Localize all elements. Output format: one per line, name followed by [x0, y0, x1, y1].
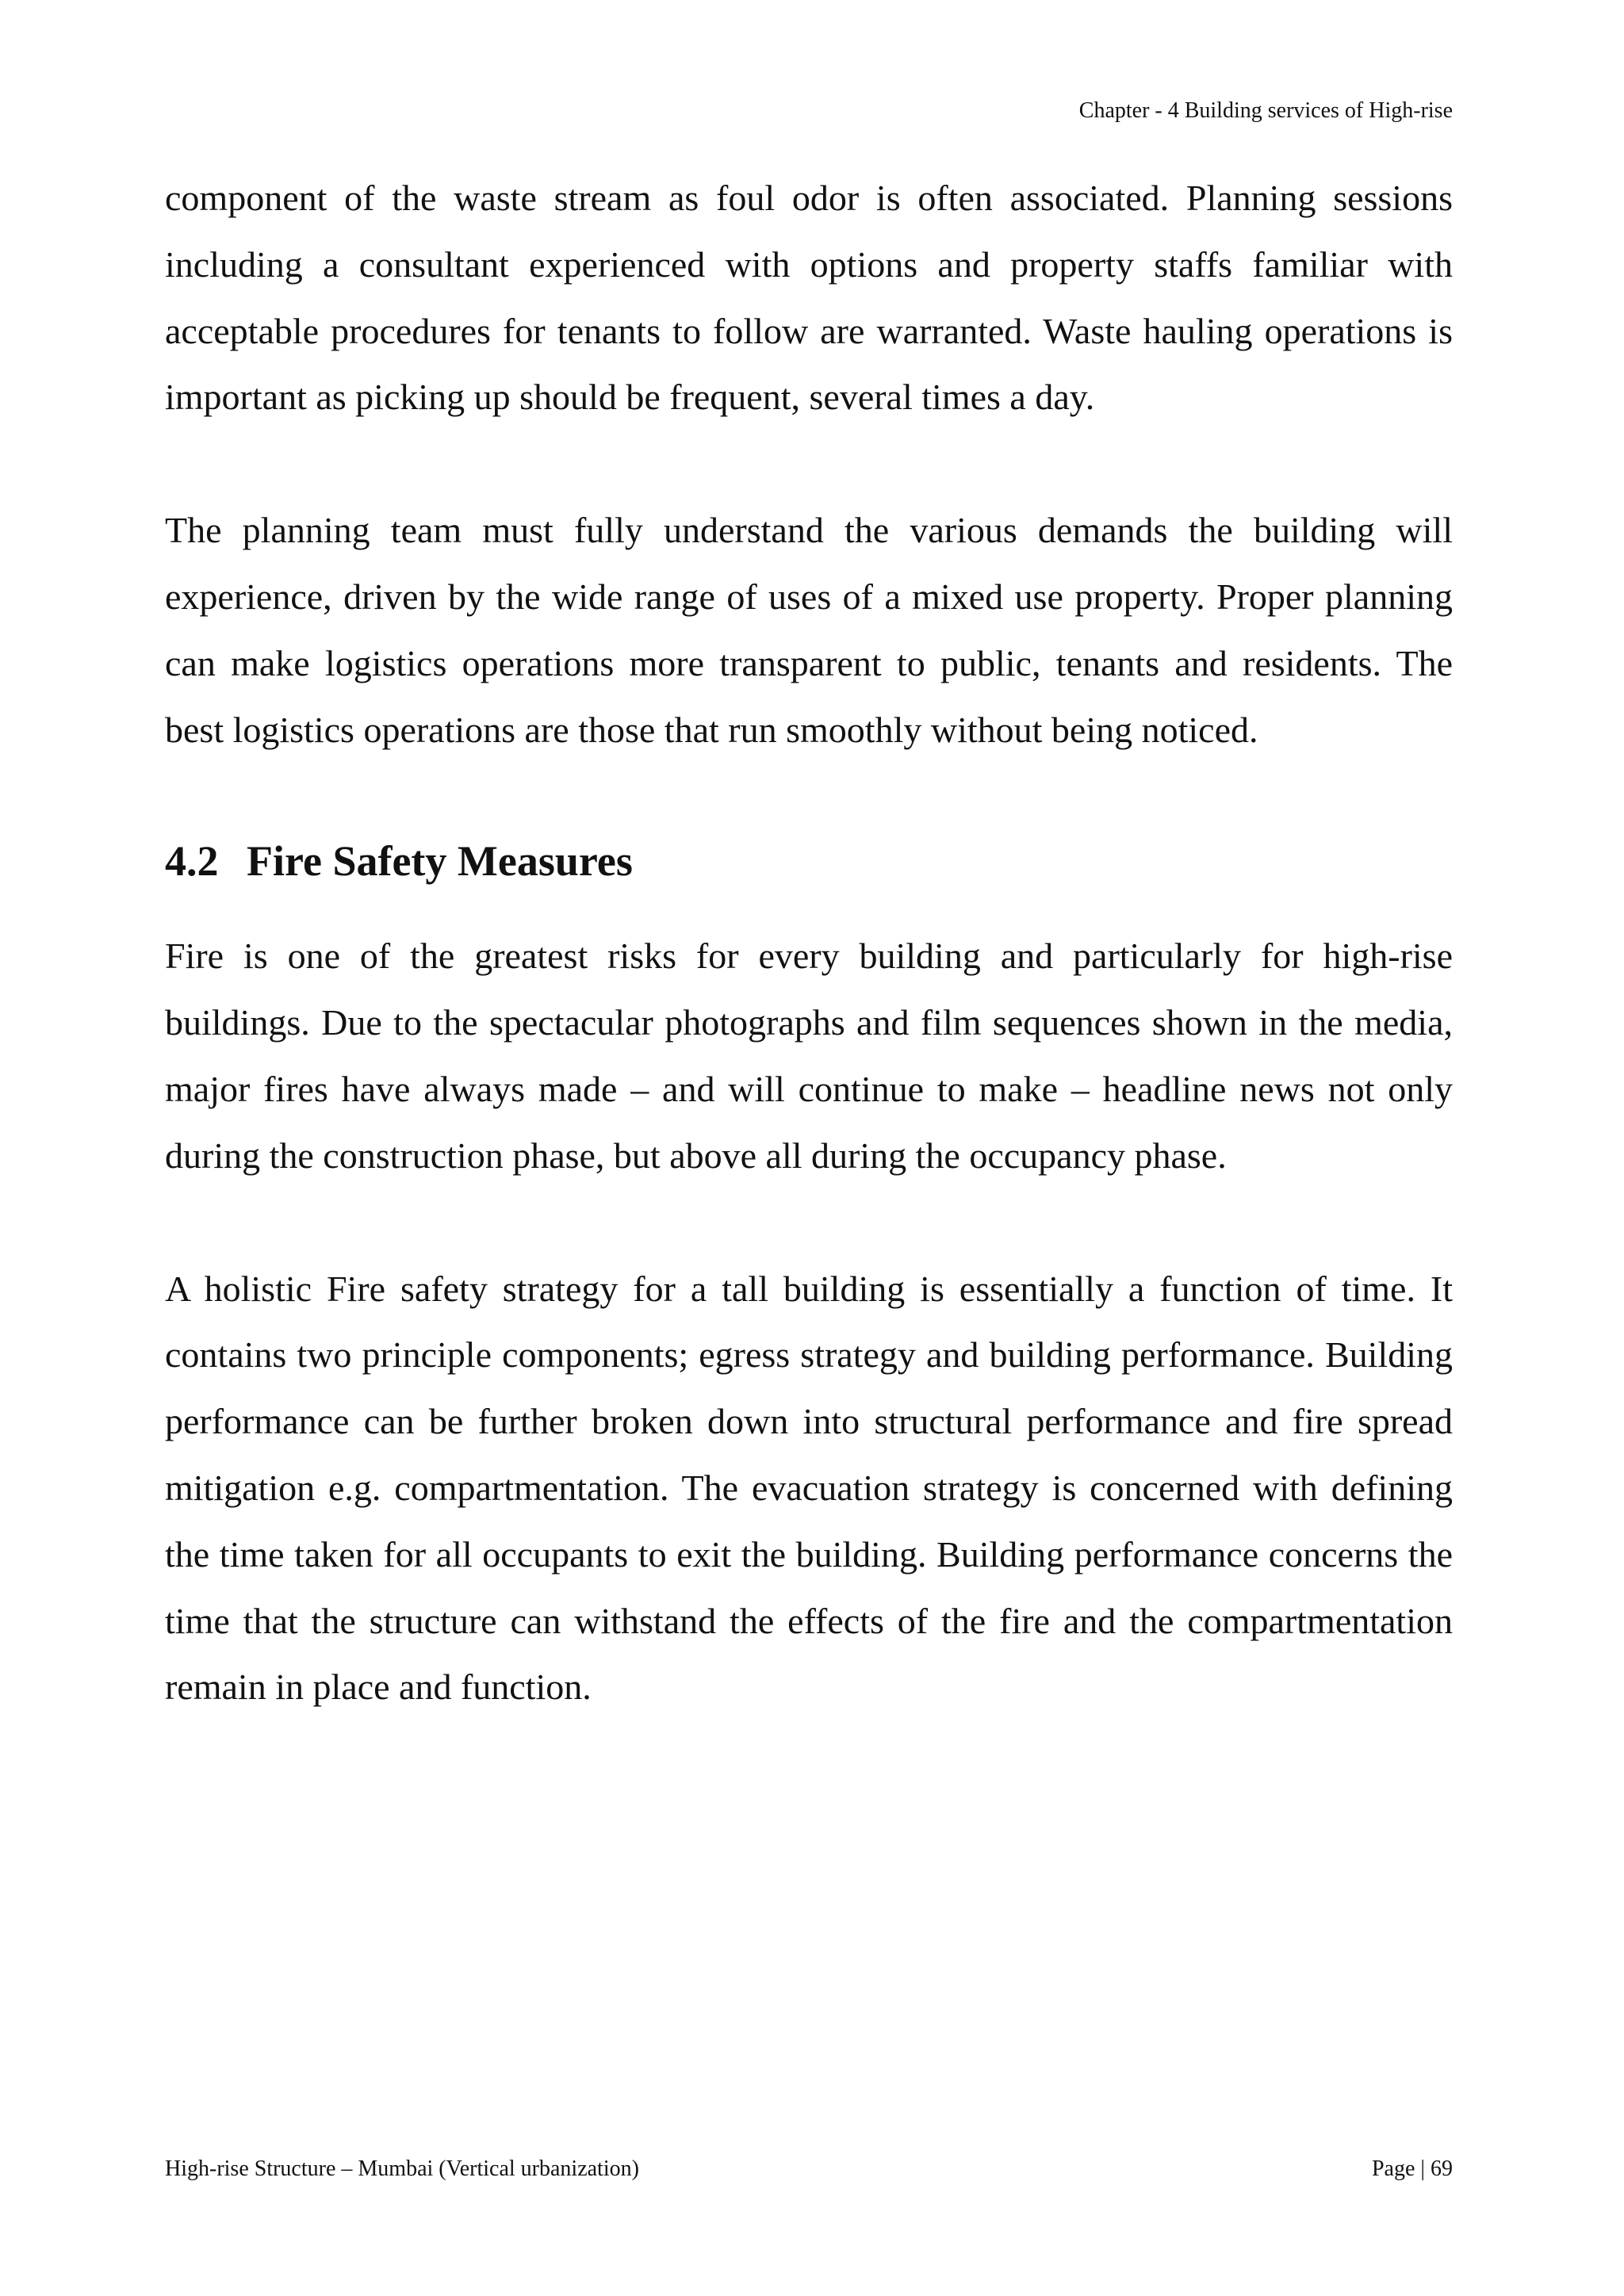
running-header: Chapter - 4 Building services of High-rise	[1078, 98, 1453, 123]
footer-document-title: High-rise Structure – Mumbai (Vertical urbanization)	[165, 2156, 639, 2181]
section-heading	[165, 836, 1453, 886]
paragraph-planning-team: The planning team must fully understand the various demands the building will experience, driven by the wide range of uses of a mixed use property. Proper planning can make logistics operations more transparent to public, tenants and residents. The best logistics operations are those that run smoothly without being noticed.	[165, 510, 1453, 750]
paragraph-fire-risk: Fire is one of the greatest risks for every building and particularly for high-rise buildings. Due to the spectacular photographs and film sequences shown in the media, major fires have always made – and will continue to make – headline news not only during the construction phase, but above all during the occupancy phase.	[165, 936, 1453, 1176]
page-body	[165, 165, 1453, 1720]
paragraph-fire-strategy: A holistic Fire safety strategy for a tall building is essentially a function of time. It contains two principle components; egress strategy and building performance. Building performance can be further broken down into structural performance and fire spread mitigation e.g. compartmentation. The evacuation strategy is concerned with defining the time taken for all occupants to exit the building. Building performance concerns the time that the structure can withstand the effects of the fire and the compartmentation remain in place and function.	[165, 1268, 1453, 1708]
paragraph-waste-hauling: component of the waste stream as foul odor is often associated. Planning sessions including a consultant experienced with options and property staffs familiar with acceptable procedures for tenants to follow are warranted. Waste hauling operations is important as picking up should be frequent, several times a day.	[165, 178, 1453, 418]
section-title: Fire Safety Measures	[247, 837, 633, 886]
footer-page-number: Page | 69	[1371, 2156, 1453, 2181]
page-footer	[165, 2155, 1453, 2183]
section-number: 4.2	[165, 837, 219, 886]
